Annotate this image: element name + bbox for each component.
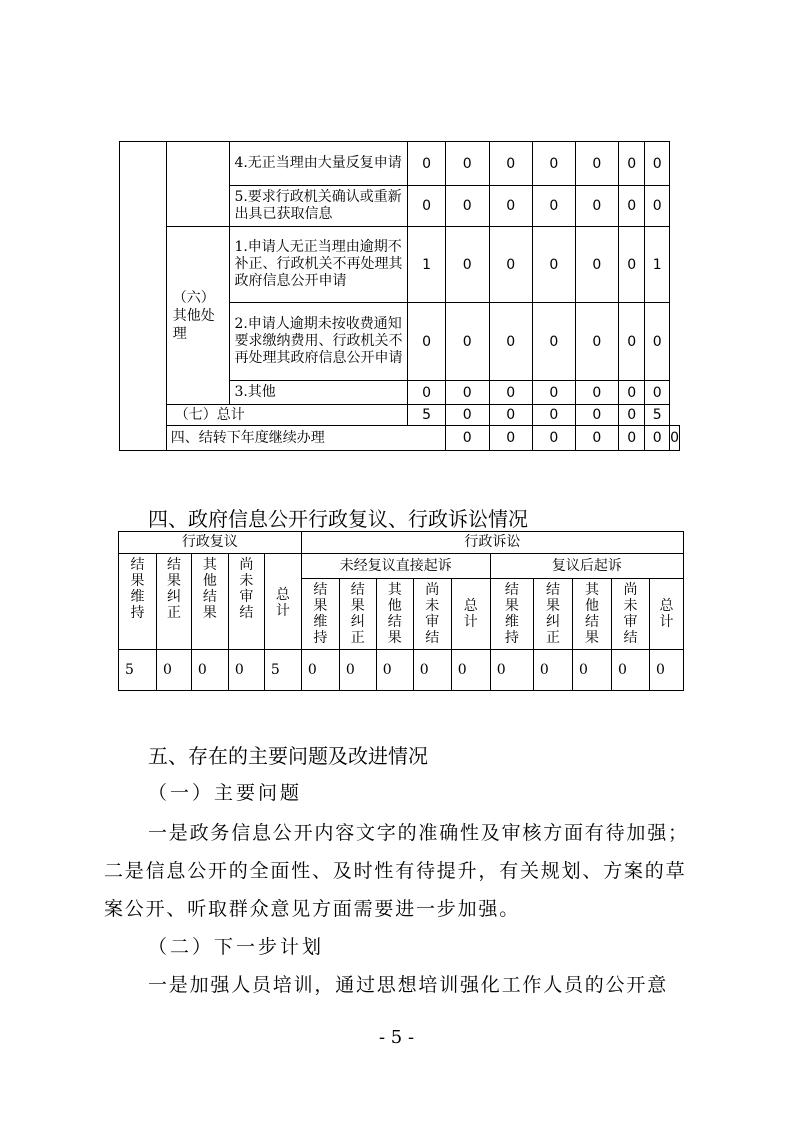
table-cell: 0 xyxy=(575,405,618,426)
table-cell: 0 xyxy=(645,381,670,405)
subheading-next-plan: （二）下一步计划 xyxy=(148,936,325,958)
paragraph-line: 一是加强人员培训，通过思想培训强化工作人员的公开意 xyxy=(148,974,669,996)
table-cell: 0 xyxy=(575,426,618,451)
table-cell: 0 xyxy=(532,381,575,405)
row-label: 1.申请人无正当理由逾期不补正、行政机关不再处理其政府信息公开申请 xyxy=(230,227,408,303)
table-cell: 0 xyxy=(618,142,645,186)
category-cell-blank xyxy=(120,142,167,451)
table-cell: 0 xyxy=(489,405,532,426)
table-cell: 5 xyxy=(645,405,670,426)
table-cell: 0 xyxy=(445,142,489,186)
table-cell: 0 xyxy=(645,426,670,451)
table-cell: 0 xyxy=(445,303,489,381)
header-row xyxy=(119,532,684,554)
table-cell: 0 xyxy=(532,142,575,186)
paragraph-line: 一是政务信息公开内容文字的准确性及审核方面有待加强； xyxy=(148,822,689,844)
table-cell: 0 xyxy=(157,650,192,691)
category-other-processing: （六）其他处理 xyxy=(166,227,230,405)
table-cell: 0 xyxy=(670,426,680,451)
carry-over-row xyxy=(120,426,680,451)
table-cell: 0 xyxy=(618,303,645,381)
table-cell: 0 xyxy=(376,650,413,691)
table-cell: 0 xyxy=(445,227,489,303)
total-label: （七）总计 xyxy=(166,405,408,426)
table-cell: 0 xyxy=(489,227,532,303)
table-row xyxy=(120,142,680,186)
table-cell: 5 xyxy=(408,405,445,426)
table-cell: 0 xyxy=(445,426,489,451)
col-header-result-maintained: 结果维持 xyxy=(119,554,157,650)
admin-litigation-header: 行政诉讼 xyxy=(301,532,683,554)
table-cell: 0 xyxy=(645,186,670,227)
table-cell: 0 xyxy=(489,186,532,227)
table-cell: 0 xyxy=(451,650,490,691)
table-cell: 0 xyxy=(445,186,489,227)
table-cell: 0 xyxy=(445,381,489,405)
paragraph-line: 二是信息公开的全面性、及时性有待提升，有关规划、方案的草 xyxy=(104,860,687,882)
row-label: 3.其他 xyxy=(230,381,408,405)
table-cell: 5 xyxy=(119,650,157,691)
table-cell: 0 xyxy=(408,186,445,227)
table-cell: 0 xyxy=(408,142,445,186)
table-cell: 1 xyxy=(645,227,670,303)
table-cell: 0 xyxy=(575,303,618,381)
col-header-total: 总计 xyxy=(451,579,490,650)
col-header-total: 总计 xyxy=(649,579,683,650)
row-label: 5.要求行政机关确认或重新出具已获取信息 xyxy=(230,186,408,227)
col-header-result-corrected: 结果纠正 xyxy=(339,579,376,650)
col-header-other-results: 其他结果 xyxy=(572,579,611,650)
col-header-other-results: 其他结果 xyxy=(191,554,228,650)
table-cell: 0 xyxy=(575,381,618,405)
col-header-pending: 尚未审结 xyxy=(413,579,451,650)
col-header-result-maintained: 结果维持 xyxy=(490,579,533,650)
table-cell: 0 xyxy=(618,186,645,227)
table-cell: 0 xyxy=(611,650,649,691)
table-cell: 0 xyxy=(618,227,645,303)
table-cell: 0 xyxy=(445,405,489,426)
table-cell: 0 xyxy=(618,381,645,405)
table-cell: 0 xyxy=(532,426,575,451)
table-cell: 0 xyxy=(408,381,445,405)
table-cell: 0 xyxy=(532,227,575,303)
table-cell: 0 xyxy=(572,650,611,691)
col-header-pending: 尚未审结 xyxy=(611,579,649,650)
table-cell: 0 xyxy=(532,186,575,227)
col-header-result-maintained: 结果维持 xyxy=(301,579,339,650)
paragraph-line: 案公开、听取群众意见方面需要进一步加强。 xyxy=(104,898,521,920)
col-header-result-corrected: 结果纠正 xyxy=(533,579,572,650)
table-cell: 0 xyxy=(645,303,670,381)
table-cell: 0 xyxy=(489,381,532,405)
table-cell: 0 xyxy=(649,650,683,691)
table-cell: 5 xyxy=(264,650,301,691)
table-cell: 0 xyxy=(532,303,575,381)
page-number: - 5 - xyxy=(378,1027,415,1048)
col-header-result-corrected: 结果纠正 xyxy=(157,554,192,650)
col-header-pending: 尚未审结 xyxy=(228,554,264,650)
table-cell: 0 xyxy=(490,650,533,691)
subcategory-cell-blank xyxy=(166,142,230,227)
table-row xyxy=(120,227,680,303)
table-cell: 0 xyxy=(532,405,575,426)
col-header-total: 总计 xyxy=(264,554,301,650)
review-litigation-table xyxy=(118,531,684,691)
table-cell: 0 xyxy=(339,650,376,691)
table-cell: 0 xyxy=(618,405,645,426)
data-row xyxy=(119,650,684,691)
section-heading-5: 五、存在的主要问题及改进情况 xyxy=(148,744,428,768)
table-cell: 0 xyxy=(575,142,618,186)
admin-review-header: 行政复议 xyxy=(119,532,302,554)
table-cell: 0 xyxy=(489,426,532,451)
statistics-table-continued xyxy=(119,141,680,451)
table-cell: 0 xyxy=(575,227,618,303)
table-cell: 0 xyxy=(533,650,572,691)
table-cell: 0 xyxy=(408,303,445,381)
table-cell: 0 xyxy=(575,186,618,227)
table-cell: 0 xyxy=(301,650,339,691)
table-cell: 1 xyxy=(408,227,445,303)
section-heading-4: 四、政府信息公开行政复议、行政诉讼情况 xyxy=(148,507,528,531)
subheading-main-problems: （一）主要问题 xyxy=(148,782,303,804)
after-review-suit-header: 复议后起诉 xyxy=(490,554,683,579)
direct-suit-header: 未经复议直接起诉 xyxy=(301,554,490,579)
row-label: 4.无正当理由大量反复申请 xyxy=(230,142,408,186)
header-row xyxy=(119,554,684,579)
table-cell: 0 xyxy=(191,650,228,691)
total-row xyxy=(120,405,680,426)
col-header-other-results: 其他结果 xyxy=(376,579,413,650)
row-label: 2.申请人逾期未按收费通知要求缴纳费用、行政机关不再处理其政府信息公开申请 xyxy=(230,303,408,381)
table-cell: 0 xyxy=(489,303,532,381)
table-cell: 0 xyxy=(618,426,645,451)
carry-over-label: 四、结转下年度继续办理 xyxy=(166,426,445,451)
table-cell: 0 xyxy=(413,650,451,691)
table-cell: 0 xyxy=(489,142,532,186)
table-cell: 0 xyxy=(228,650,264,691)
table-cell: 0 xyxy=(645,142,670,186)
